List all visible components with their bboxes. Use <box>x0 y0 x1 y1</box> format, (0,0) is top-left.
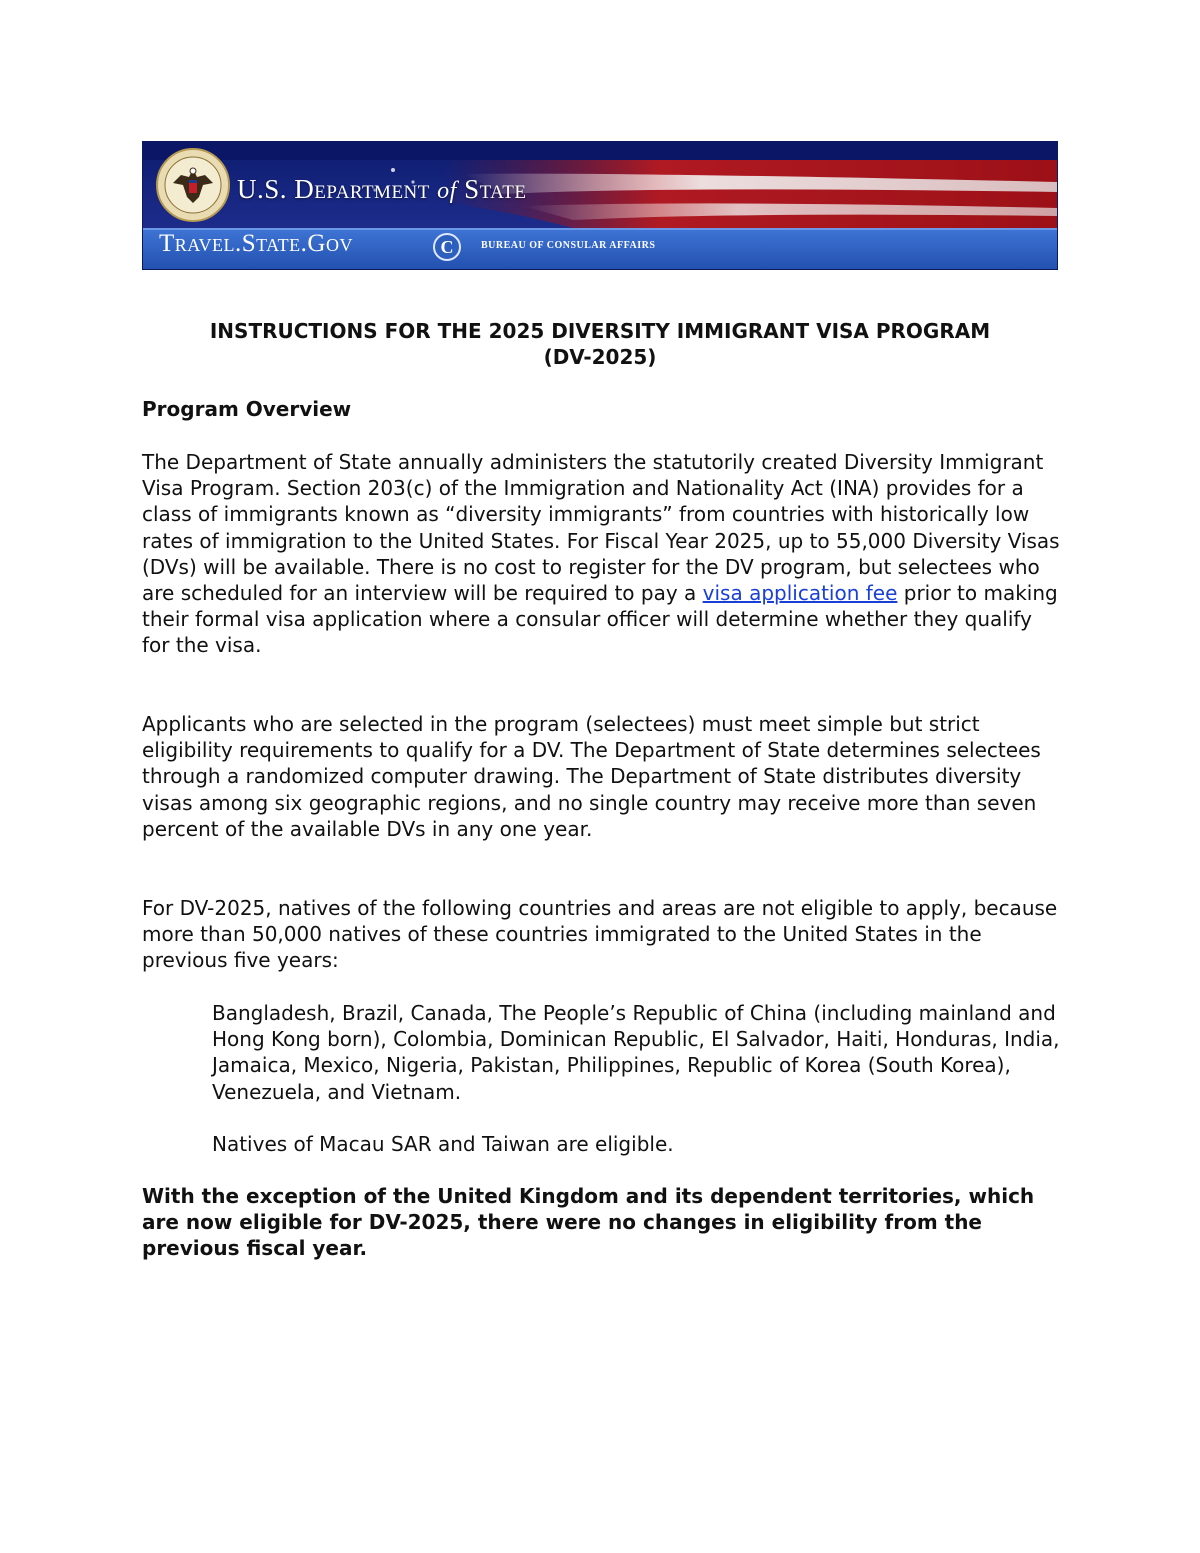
consular-c-icon: C <box>433 233 461 261</box>
department-title-of: of <box>437 178 457 204</box>
department-title-prefix: U.S. Department <box>237 174 430 204</box>
department-seal-icon <box>155 147 231 223</box>
paragraph-selectees: Applicants who are selected in the program (selectees) must meet simple but strict eligibility requirements to qualify for a DV. The Department of State determines selectees through a randomized computer drawing. The Department of State distributes diversity visas among six geographic regions, and no single country may receive more than seven percent of the available DVs in any one year. <box>142 712 1041 841</box>
department-title <box>237 174 527 205</box>
ineligible-countries-list: Bangladesh, Brazil, Canada, The People’s Republic of China (including mainland and Hong Kong born), Colombia, Dominican Republic, El Salvador, Haiti, Honduras, India, Jamaica, Mexico, Nigeria, Pakistan, Philippines, Republic of Korea (South Korea), Venezuela, and Vietnam. <box>212 1001 1060 1104</box>
paragraph-overview-text-end: prior to making their formal visa application where a consular officer will determine whether they qualify for the visa. <box>142 581 1058 658</box>
bureau-label: BUREAU OF CONSULAR AFFAIRS <box>481 240 656 251</box>
eligible-note: Natives of Macau SAR and Taiwan are eligible. <box>212 1132 674 1156</box>
section-heading: Program Overview <box>142 397 352 421</box>
department-title-suffix: State <box>464 174 527 204</box>
travel-state-gov-logo: Travel.State.Gov <box>159 230 353 257</box>
document-title-line-2: (DV-2025) <box>543 345 657 369</box>
document-title <box>142 318 1058 370</box>
visa-application-fee-link[interactable]: visa application fee <box>702 581 898 606</box>
paragraph-overview <box>142 449 1062 659</box>
header-banner <box>142 141 1058 270</box>
document-title-line-1: INSTRUCTIONS FOR THE 2025 DIVERSITY IMMIGRANT VISA PROGRAM <box>209 319 991 343</box>
paragraph-ineligible-intro: For DV-2025, natives of the following countries and areas are not eligible to apply, because more than 50,000 natives of these countries immigrated to the United States in the previous five years: <box>142 896 1058 973</box>
paragraph-overview-text-start: The Department of State annually administers the statutorily created Diversity Immigrant Visa Program. Section 203(c) of the Immigration and Nationality Act (INA) provides for a class of immigrants known as “diversity immigrants” from countries with historically low rates of immigration to the United States. For Fiscal Year 2025, up to 55,000 Diversity Visas (DVs) will be available. There is no cost to register for the DV program, but selectees who are scheduled for an interview will be required to pay a <box>142 450 1060 606</box>
eligibility-changes-note: With the exception of the United Kingdom and its dependent territories, which are now eligible for DV-2025, there were no changes in eligibility from the previous fiscal year. <box>142 1184 1035 1261</box>
